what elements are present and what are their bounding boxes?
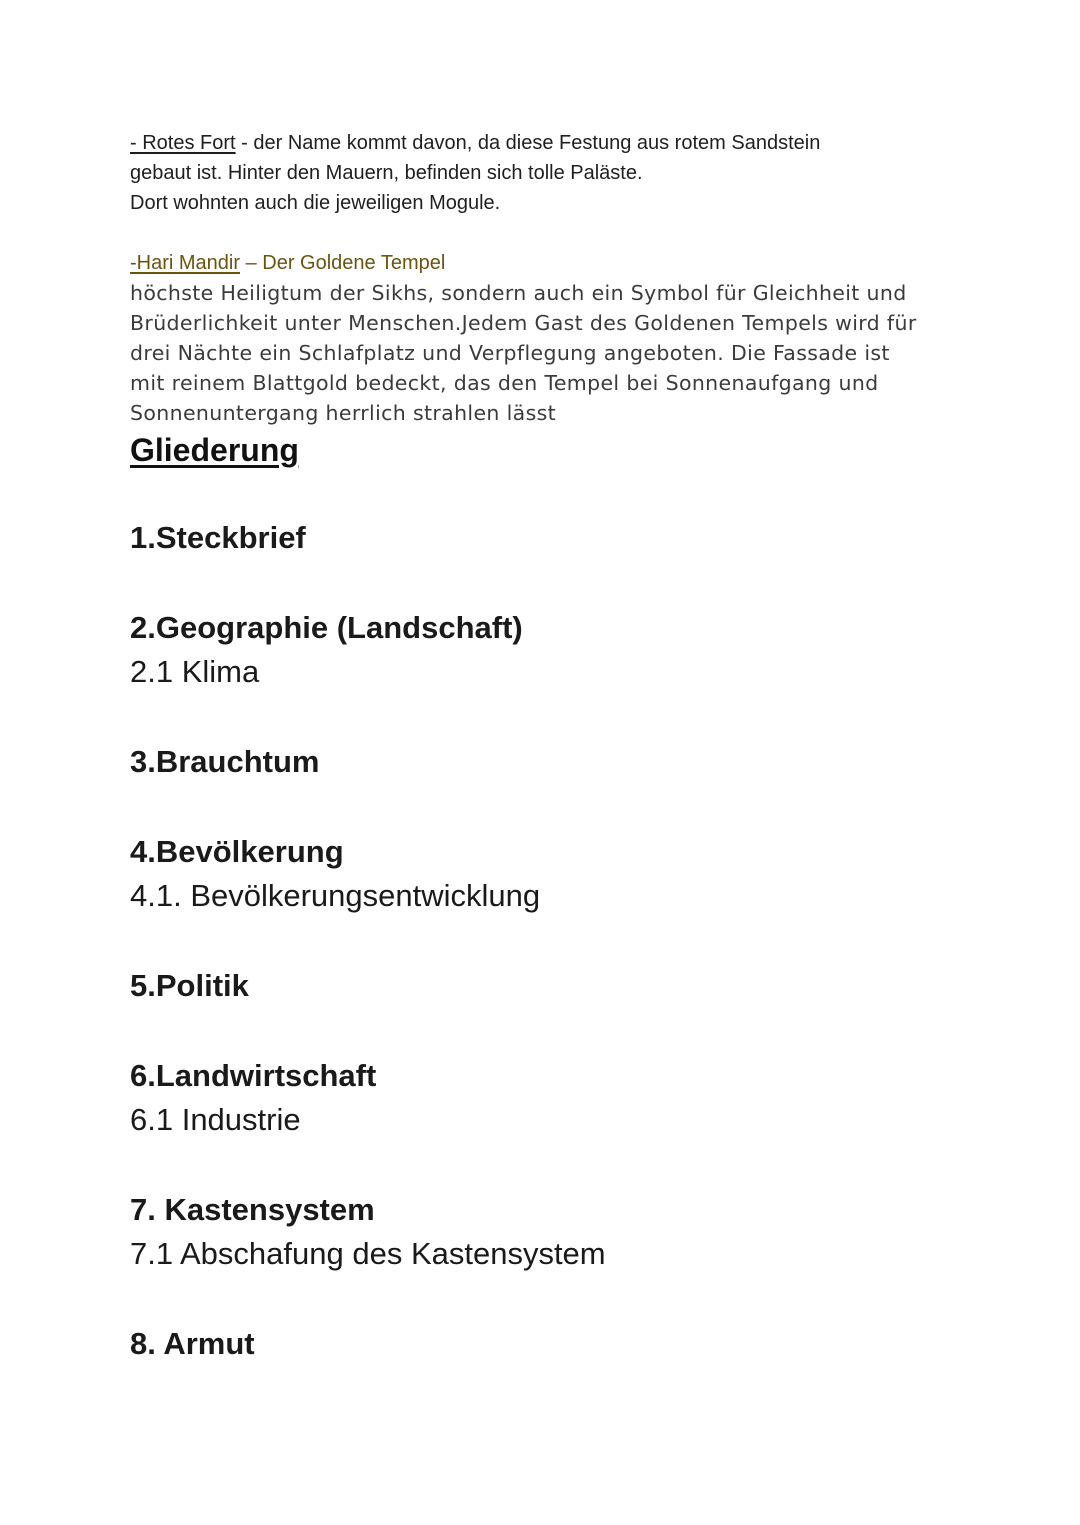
toc-item-2 xyxy=(130,606,960,694)
rotes-fort-line-3: Dort wohnten auch die jeweiligen Mogule. xyxy=(130,192,501,214)
toc-heading: 4.Bevölkerung xyxy=(130,834,344,869)
toc-heading: 8. Armut xyxy=(130,1326,255,1361)
rotes-fort-line-1 xyxy=(130,128,960,158)
toc-item-3 xyxy=(130,740,960,784)
hari-mandir-body-line-1: höchste Heiligtum der Sikhs, sondern auch ein Symbol für Gleichheit und xyxy=(130,281,907,305)
toc-list xyxy=(130,516,960,1366)
hari-mandir-body-line-3: drei Nächte ein Schlafplatz und Verpflegung angeboten. Die Fassade ist xyxy=(130,341,890,365)
hari-mandir-link[interactable]: -Hari Mandir xyxy=(130,252,241,274)
rotes-fort-line-1-text: - der Name kommt davon, da diese Festung aus rotem Sandstein xyxy=(235,132,821,154)
toc-subheading: 2.1 Klima xyxy=(130,654,260,689)
rotes-fort-line-2: gebaut ist. Hinter den Mauern, befinden sich tolle Paläste. xyxy=(130,162,643,184)
toc-item-7 xyxy=(130,1188,960,1276)
toc-item-6 xyxy=(130,1054,960,1142)
hari-mandir-heading-text: – Der Goldene Tempel xyxy=(240,252,446,274)
hari-mandir-section xyxy=(130,248,960,428)
toc-item-5 xyxy=(130,964,960,1008)
gliederung-title: Gliederung xyxy=(130,432,299,468)
hari-mandir-body-line-2: Brüderlichkeit unter Menschen.Jedem Gast des Goldenen Tempels wird für xyxy=(130,311,917,335)
rotes-fort-section xyxy=(130,128,960,218)
toc-item-4 xyxy=(130,830,960,918)
toc-subheading: 4.1. Bevölkerungsentwicklung xyxy=(130,878,541,913)
toc-heading: 6.Landwirtschaft xyxy=(130,1058,377,1093)
toc-heading: 2.Geographie (Landschaft) xyxy=(130,610,523,645)
document-page xyxy=(130,128,960,1366)
hari-mandir-heading xyxy=(130,248,960,278)
hari-mandir-body-line-5: Sonnenuntergang herrlich strahlen lässt xyxy=(130,401,557,425)
toc-heading: 7. Kastensystem xyxy=(130,1192,375,1227)
toc-heading: 3.Brauchtum xyxy=(130,744,320,779)
hari-mandir-body-line-4: mit reinem Blattgold bedeckt, das den Tempel bei Sonnenaufgang und xyxy=(130,371,879,395)
toc-heading: 5.Politik xyxy=(130,968,249,1003)
toc-heading: 1.Steckbrief xyxy=(130,520,306,555)
toc-subheading: 6.1 Industrie xyxy=(130,1102,301,1137)
rotes-fort-link[interactable]: - Rotes Fort xyxy=(130,132,236,154)
toc-subheading: 7.1 Abschafung des Kastensystem xyxy=(130,1236,606,1271)
toc-item-8 xyxy=(130,1322,960,1366)
toc-item-1 xyxy=(130,516,960,560)
